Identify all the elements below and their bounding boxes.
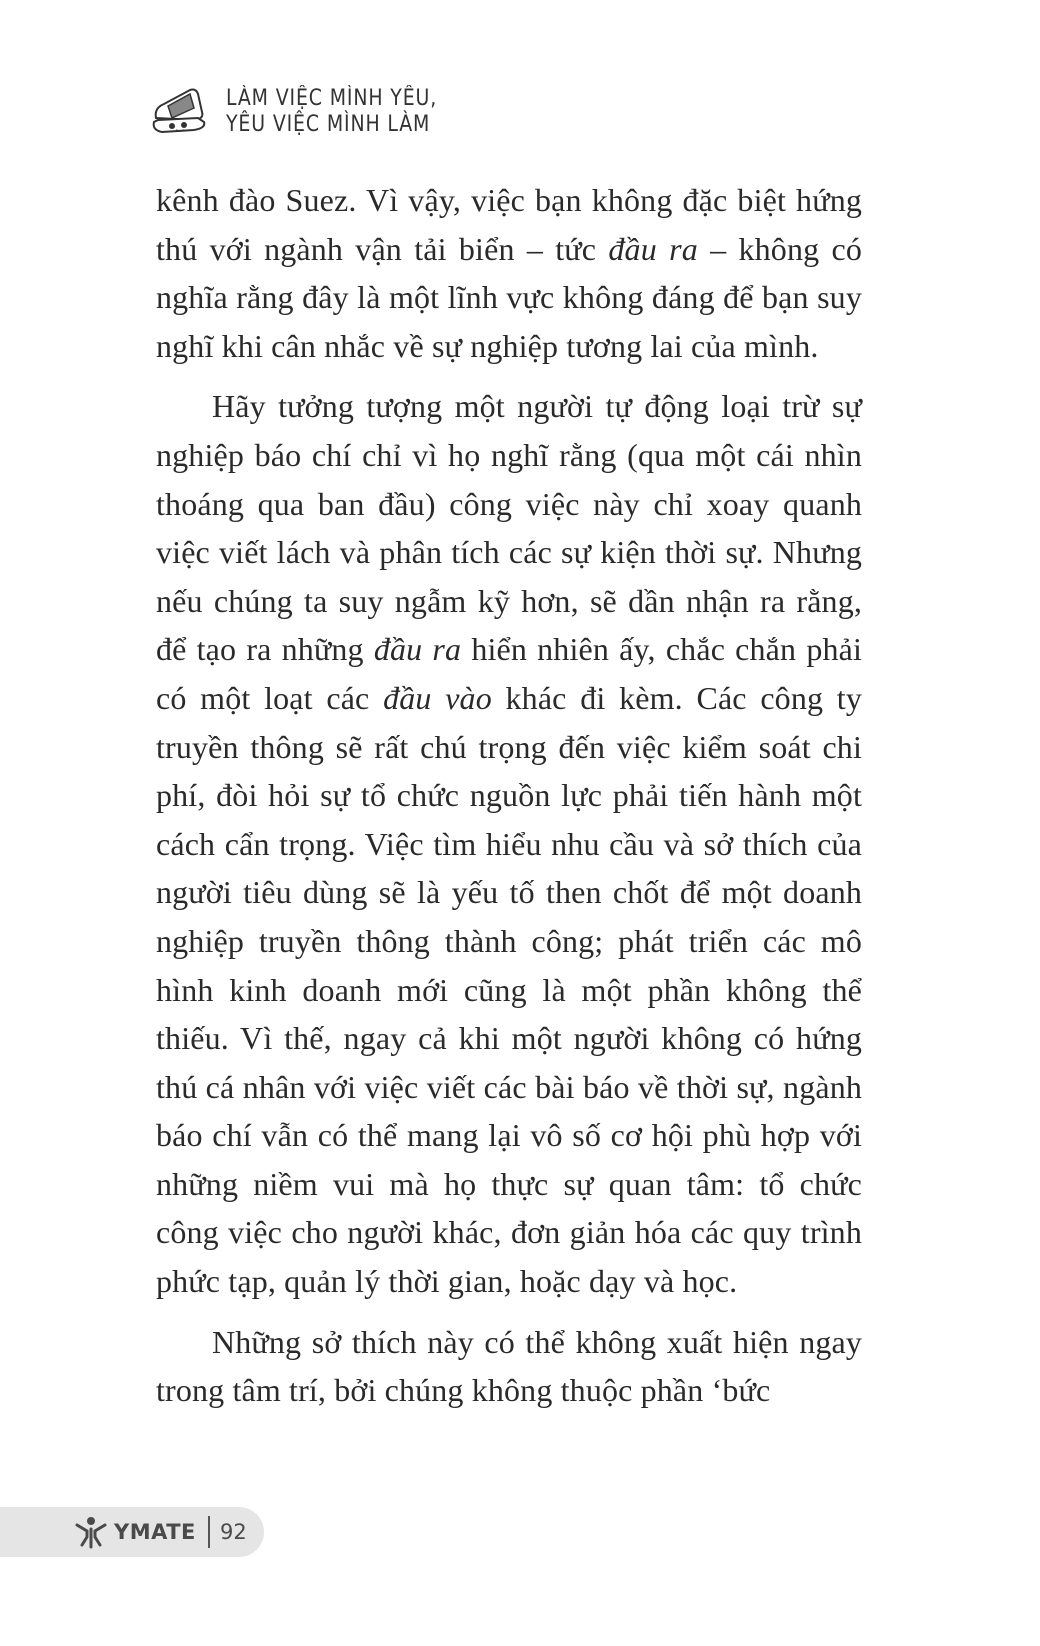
paragraph-3-text-1: Những sở thích này có thể không xuất hiện ngay trong tâm trí, bởi chúng không thuộc phần ‘bức	[156, 1323, 862, 1409]
header-title-line-2: YÊU VIỆC MÌNH LÀM	[226, 112, 431, 137]
paragraph-2-text-1: Hãy tưởng tượng một người tự động loại trừ sự nghiệp báo chí chỉ vì họ nghĩ rằng (qua một cái nhìn thoáng qua ban đầu) công việc này chỉ xoay quanh việc viết lách và phân tích các sự kiện thời sự. Nhưng nếu chúng ta suy ngẫm kỹ hơn, sẽ dần nhận ra rằng, để tạo ra những	[156, 388, 862, 668]
paragraph-2-text-2: hiển nhiên ấy, chắc chắn phải có một loạt các	[156, 631, 863, 716]
header-title-line-1: LÀM VIỆC MÌNH YÊU,	[226, 86, 438, 111]
paragraph-1-text-1: kênh đào Suez. Vì vậy, việc bạn không đặc biệt hứng thú với ngành vận tải biển – tức	[156, 182, 862, 267]
footer-brand: YMATE	[114, 1520, 196, 1544]
laptop-cartoon-icon	[150, 78, 212, 140]
header-title	[226, 86, 437, 138]
paragraph-1-text-2: – không có nghĩa rằng đây là một lĩnh vực không đáng để bạn suy nghĩ khi cân nhắc về sự nghiệp tương lai của mình.	[156, 230, 863, 364]
footer-divider	[208, 1516, 210, 1548]
paragraph-2-emphasis-1: đầu ra	[373, 631, 462, 668]
paragraph-3	[156, 1318, 862, 1415]
paragraph-1	[156, 176, 862, 370]
ymate-logo-icon	[74, 1515, 108, 1549]
body-text	[156, 176, 862, 1427]
running-header	[150, 72, 510, 152]
page-number: 92	[220, 1520, 247, 1544]
paragraph-2	[156, 382, 862, 1305]
paragraph-2-text-3: khác đi kèm. Các công ty truyền thông sẽ rất chú trọng đến việc kiểm soát chi phí, đòi hỏi sự tổ chức nguồn lực phải tiến hành một cách cẩn trọng. Việc tìm hiểu nhu cầu và sở thích của người tiêu dùng sẽ là yếu tố then chốt để một doanh nghiệp truyền thông thành công; phát triển các mô hình kinh doanh mới cũng là một phần không thể thiếu. Vì thế, ngay cả khi một người không có hứng thú cá nhân với việc viết các bài báo về thời sự, ngành báo chí vẫn có thể mang lại vô số cơ hội phù hợp với những niềm vui mà họ thực sự quan tâm: tổ chức công việc cho người khác, đơn giản hóa các quy trình phức tạp, quản lý thời gian, hoặc dạy và học.	[156, 679, 862, 1300]
paragraph-1-emphasis-1: đầu ra	[608, 230, 698, 267]
paragraph-2-emphasis-2: đầu vào	[383, 679, 492, 716]
